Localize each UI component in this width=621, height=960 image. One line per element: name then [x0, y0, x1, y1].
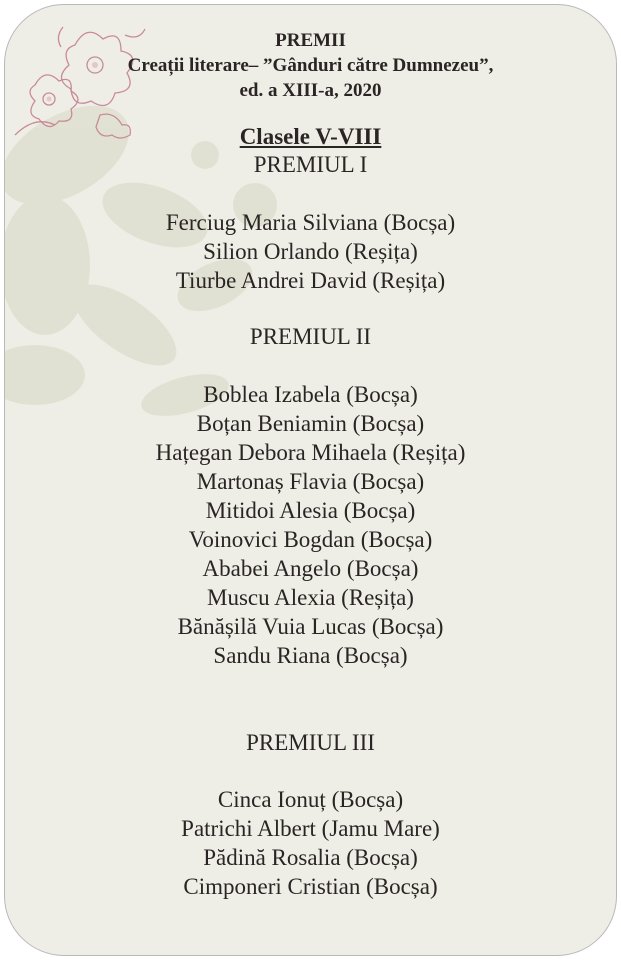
prize-title: PREMIUL II [249, 324, 372, 349]
header-line-1: PREMII [275, 30, 346, 51]
list-item: Hațegan Debora Mihaela (Reșița) [155, 440, 466, 465]
list-item: Tiurbe Andrei David (Reșița) [175, 268, 446, 293]
prize-title: PREMIUL I [253, 152, 368, 177]
list-item: Bănășilă Vuia Lucas (Bocșa) [177, 614, 444, 639]
list-item: Voinovici Bogdan (Bocșa) [188, 527, 433, 552]
list-item: Silion Orlando (Reșița) [203, 239, 418, 264]
prize-title: PREMIUL III [246, 730, 375, 755]
list-item: Cinca Ionuț (Bocșa) [217, 787, 404, 812]
list-item: Muscu Alexia (Reșița) [207, 585, 414, 610]
list-item: Pădină Rosalia (Bocșa) [203, 845, 418, 870]
list-item: Cimponeri Cristian (Bocșa) [183, 874, 438, 899]
list-item: Boblea Izabela (Bocșa) [203, 382, 418, 407]
list-item: Sandu Riana (Bocșa) [213, 643, 408, 668]
list-item: Boțan Beniamin (Bocșa) [196, 411, 425, 436]
section-title: Clasele V-VIII [239, 124, 382, 149]
list-item: Martonaș Flavia (Bocșa) [196, 469, 425, 494]
list-item: Ababei Angelo (Bocșa) [202, 556, 419, 581]
list-item: Ferciug Maria Silviana (Bocșa) [165, 210, 456, 235]
list-item: Patrichi Albert (Jamu Mare) [181, 816, 440, 841]
header-line-2: Creații literare– ”Gânduri către Dumnezeu”, [127, 55, 494, 76]
list-item: Mitidoi Alesia (Bocșa) [205, 498, 416, 523]
header-line-3: ed. a XIII-a, 2020 [239, 80, 382, 101]
